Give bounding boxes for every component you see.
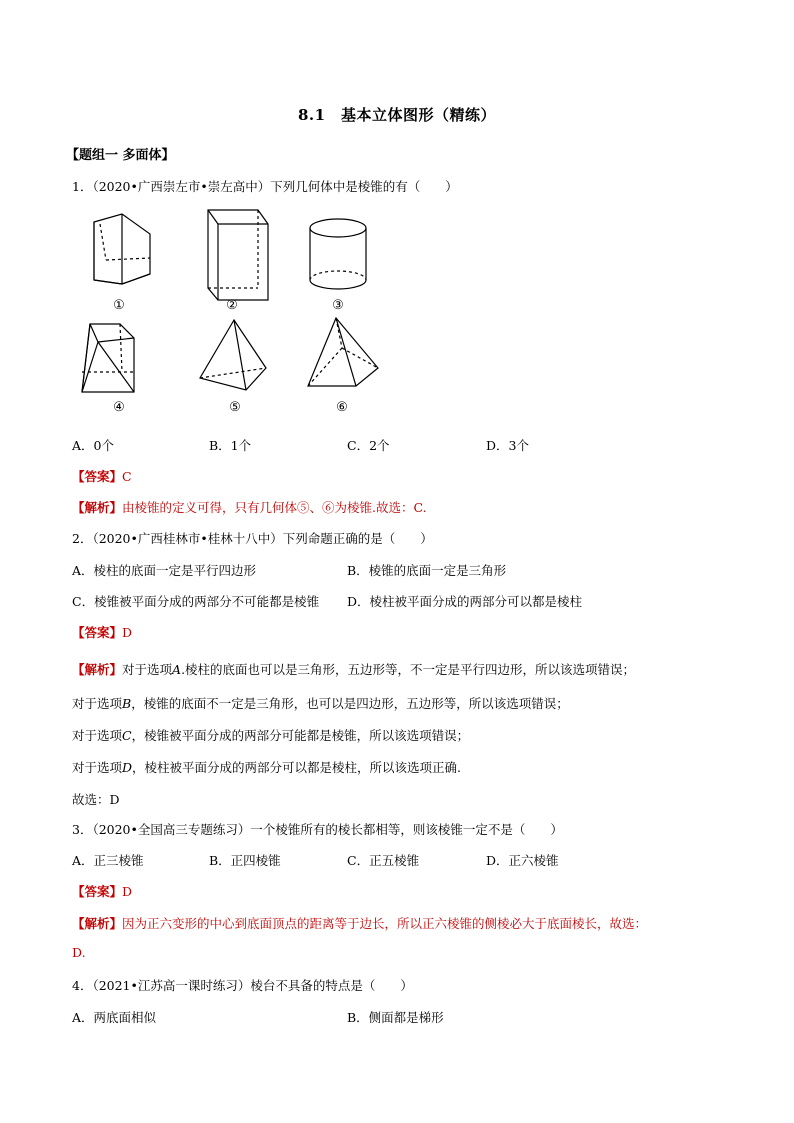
figure-6-label: ⑥ [336,400,348,415]
section-heading: 【题组一 多面体】 [66,148,175,163]
question-1-stem: 1．（2020•广西崇左市•崇左高中）下列几何体中是棱锥的有（ ） [72,179,458,194]
figure-4-label: ④ [113,400,125,415]
q1-option-c: C．2个 [347,438,390,453]
q3-analysis-line-2: D. [72,945,86,960]
q3-option-d: D．正六棱锥 [486,853,559,868]
q1-option-d: D．3个 [486,438,529,453]
q2-option-b: B．棱锥的底面一定是三角形 [347,563,507,578]
page-title: 8.1 基本立体图形（精练） [297,106,497,124]
q2-answer: 【答案】D [72,625,133,640]
figure-2-label: ② [226,298,238,313]
q1-answer: 【答案】C [72,469,132,484]
q2-analysis-line-3: 对于选项C，棱锥被平面分成的两部分可能都是棱锥，所以该选项错误； [72,728,470,743]
figure-1-prism-icon [94,214,150,284]
q3-answer: 【答案】D [72,884,133,899]
q2-option-d: D．棱柱被平面分成的两部分可以都是棱柱 [347,594,583,609]
q1-analysis: 【解析】由棱锥的定义可得，只有几何体⑤、⑥为棱锥.故选：C. [72,500,427,515]
q4-option-a: A．两底面相似 [72,1010,157,1025]
question-4-stem: 4．（2021•江苏高一课时练习）棱台不具备的特点是（ ） [72,978,413,993]
q3-option-a: A．正三棱锥 [72,853,144,868]
q2-conclusion: 故选：D [72,792,120,807]
q2-analysis-line-2: 对于选项B，棱锥的底面不一定是三角形，也可以是四边形，五边形等，所以该选项错误； [72,696,569,711]
q3-option-c: C．正五棱锥 [347,853,420,868]
q1-option-a: A．0个 [72,438,114,453]
q3-option-b: B．正四棱锥 [209,853,281,868]
figure-5-label: ⑤ [229,400,241,415]
q2-option-a: A．棱柱的底面一定是平行四边形 [72,563,257,578]
q2-analysis-line-1: 【解析】对于选项A.棱柱的底面也可以是三角形，五边形等，不一定是平行四边形，所以该选项错误； [72,662,636,677]
q2-option-c: C．棱锥被平面分成的两部分不可能都是棱锥 [72,594,320,609]
figure-3-label: ③ [332,298,344,313]
figure-6-pyramid-icon [308,318,378,386]
q4-option-b: B．侧面都是梯形 [347,1010,444,1025]
question-3-stem: 3．（2020•全国高三专题练习）一个棱锥所有的棱长都相等，则该棱锥一定不是（ ） [72,822,563,837]
question-2-stem: 2．（2020•广西桂林市•桂林十八中）下列命题正确的是（ ） [72,531,433,546]
figure-3-cylinder-icon [310,219,366,289]
q3-analysis-line-1: 【解析】因为正六变形的中心到底面顶点的距离等于边长，所以正六棱锥的侧棱必大于底面棱长，故选： [72,916,648,931]
figure-5-pyramid-icon [200,320,266,390]
figure-2-box-icon [208,210,268,300]
q2-analysis-line-4: 对于选项D，棱柱被平面分成的两部分可以都是棱柱，所以该选项正确. [72,760,462,775]
q1-option-b: B．1个 [209,438,252,453]
figure-1-label: ① [113,298,125,313]
figure-4-frustum-icon [82,324,134,392]
